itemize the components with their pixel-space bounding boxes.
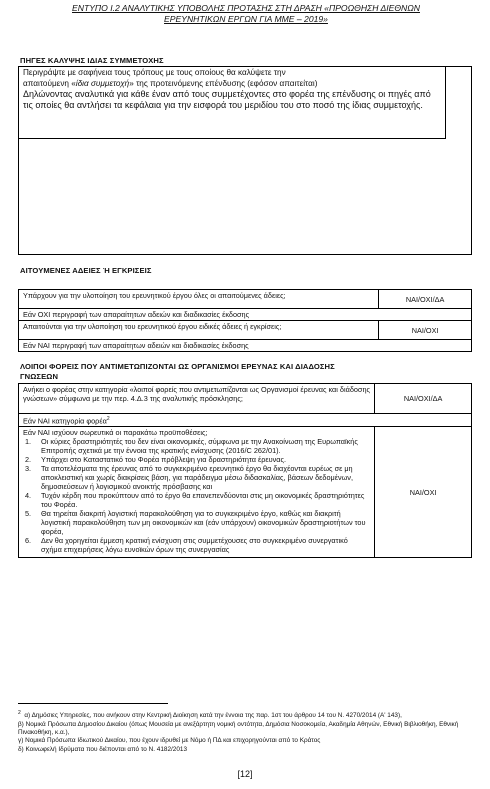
research-orgs-answer[interactable]: ΝΑΙ/ΟΧΙ/ΔΑ — [375, 384, 472, 414]
form-header — [18, 3, 474, 25]
footnote-d: δ) Κοινωφελή Ιδρύματα που διέπονται από το Ν. 4182/2013 — [18, 745, 187, 753]
permits-answer-1[interactable]: ΝΑΙ/ΟΧΙ/ΔΑ — [379, 290, 472, 309]
condition-item — [23, 491, 370, 509]
own-funding-line2 — [23, 79, 441, 90]
footnote-2 — [18, 709, 482, 754]
conditions-cell — [19, 427, 375, 558]
footnote-ref-2: 2 — [106, 416, 110, 422]
conditions-intro: Εάν ΝΑΙ ισχύουν σωρευτικά οι παρακάτω προϋποθέσεις; — [23, 428, 208, 438]
section-own-funding-title: ΠΗΓΕΣ ΚΑΛΥΨΗΣ ΙΔΙΑΣ ΣΥΜΜΕΤΟΧΗΣ — [20, 56, 164, 65]
footnote-a-text: α) Δημόσιες Υπηρεσίες, που ανήκουν στην Κεντρική Διοίκηση κατά την έννοια της παρ. 1στ του άρθρου 14 του Ν. 4270/2014 (Α' 143), — [24, 712, 402, 720]
section-permits-title: ΑΙΤΟΥΜΕΝΕΣ ΑΔΕΙΕΣ Ή ΕΓΚΡΙΣΕΙΣ — [20, 266, 152, 275]
own-funding-line1: Περιγράψτε με σαφήνεια τους τρόπους με τους οποίους θα καλύψετε την — [23, 68, 286, 77]
condition-text: Δεν θα χορηγείται έμμεση κρατική ενίσχυση στις συμμετέχουσες στο συγκεκριμένο συνεργατικό σχήμα επιχειρήσεις λόγω ευνοϊκών όρων της συνεργασίας — [41, 536, 348, 555]
table-row — [19, 384, 472, 414]
condition-number: 1. — [25, 437, 32, 447]
condition-text: Τυχόν κέρδη που προκύπτουν από το έργο θα επανεπενδύονται στις μη οικονομικές δραστηριότητες του Φορέα. — [41, 491, 365, 510]
permits-question-2: Απαιτούνται για την υλοποίηση του ερευνητικού έργου ειδικές άδειες ή εγκρίσεις; — [19, 321, 379, 340]
footnote-c: γ) Νομικά Πρόσωπα Ιδιωτικού Δικαίου, που έχουν ιδρυθεί με Νόμο ή ΠΔ και επιχορηγούνται από το Κράτος — [18, 737, 321, 745]
condition-number: 4. — [25, 491, 32, 501]
form-header-line2: ΕΡΕΥΝΗΤΙΚΩΝ ΕΡΓΩΝ ΓΙΑ ΜΜΕ – 2019» — [164, 14, 328, 24]
condition-number: 3. — [25, 464, 32, 474]
condition-item — [23, 536, 370, 554]
table-row — [19, 290, 472, 309]
condition-text: Θα τηρείται διακριτή λογιστική παρακολούθηση για το συγκεκριμένο έργο, καθώς και διακριτή λογιστική παρακολούθηση των μη οικονομικών και (εάν υπάρχουν) οικονομικών δραστηριοτήτων του φορέα, — [41, 509, 366, 537]
footnote-b: β) Νομικά Πρόσωπα Δημοσίου Δικαίου (όπως Μουσεία με ανεξάρτητη νομική οντότητα, Δημόσια Νοσοκομεία, Ακαδημία Αθηνών, Εθνική Βιβλιοθήκη, Εθνική Πινακοθήκη, κ.α.), — [18, 720, 459, 736]
permits-description-1[interactable]: Εάν ΟΧΙ περιγραφή των απαραίτητων αδειών και διαδικασίες έκδοσης — [19, 309, 472, 321]
permits-description-2[interactable]: Εάν ΝΑΙ περιγραφή των απαραίτητων αδειών και διαδικασίες έκδοσης — [19, 340, 472, 352]
own-funding-line2-emphasis: ίδια συμμετοχή — [75, 78, 130, 88]
condition-text: Υπάρχει στο Καταστατικό του Φορέα πρόβλεψη για δραστηριότητα έρευνας. — [41, 455, 287, 465]
own-funding-line2-post: » της προτεινόμενης επένδυσης (εφόσον απαιτείται) — [129, 78, 318, 88]
research-orgs-table — [18, 383, 472, 558]
section-research-orgs-title — [20, 362, 480, 382]
conditions-list — [23, 437, 370, 554]
research-orgs-category[interactable] — [19, 414, 472, 427]
table-row — [19, 309, 472, 321]
table-row — [19, 321, 472, 340]
permits-answer-2[interactable]: ΝΑΙ/ΟΧΙ — [379, 321, 472, 340]
footnote-marker: 2 — [18, 710, 21, 716]
table-row — [19, 414, 472, 427]
condition-text: Οι κύριες δραστηριότητές του δεν είναι οικονομικές, σύμφωνα με την Ανακοίνωση της Ευρωπαϊκής Επιτροπής σχετικά με την έννοια της κρατικής ενίσχυσης (2016/C 262/01). — [41, 437, 358, 456]
section-research-orgs-title-line2: ΓΝΩΣΕΩΝ — [20, 372, 59, 381]
own-funding-line2-pre: απαιτούμενη « — [23, 78, 76, 88]
table-row — [19, 340, 472, 352]
section-research-orgs-title-line1: ΛΟΙΠΟΙ ΦΟΡΕΙΣ ΠΟΥ ΑΝΤΙΜΕΤΩΠΙΖΟΝΤΑΙ ΩΣ ΟΡΓΑΝΙΣΜΟΙ ΕΡΕΥΝΑΣ ΚΑΙ ΔΙΑΔΟΣΗΣ — [20, 362, 335, 371]
own-funding-box[interactable] — [18, 66, 472, 255]
form-header-line1: ΕΝΤΥΠΟ Ι.2 ΑΝΑΛΥΤΙΚΗΣ ΥΠΟΒΟΛΗΣ ΠΡΟΤΑΣΗΣ ΣΤΗ ΔΡΑΣΗ «ΠΡΟΩΘΗΣΗ ΔΙΕΘΝΩΝ — [72, 3, 420, 13]
conditions-answer[interactable]: ΝΑΙ/ΟΧΙ — [375, 427, 472, 558]
research-orgs-question: Ανήκει ο φορέας στην κατηγορία «λοιποί φορείς που αντιμετωπίζονται ως Οργανισμοί έρευνας και διάδοσης γνώσεων» σύμφωνα με την περ. 4.Δ.3 της αναλυτικής πρόσκλησης; — [19, 384, 375, 414]
condition-number: 2. — [25, 455, 32, 465]
condition-text: Τα αποτελέσματα της έρευνας από το συγκεκριμένο ερευνητικό έργο θα διαχέονται ευρέως σε μη αποκλειστική και χωρίς διακρίσεις βάση, για παράδειγμα μέσω διδασκαλίας, βάσεων δεδομένων, δημοσιεύσεων ή λογισμικού ανοικτής πρόσβασης και — [41, 464, 353, 492]
page-number: [12] — [237, 769, 253, 779]
condition-item — [23, 509, 370, 536]
condition-number: 5. — [25, 509, 32, 519]
permits-question-1: Υπάρχουν για την υλοποίηση του ερευνητικού έργου όλες οι απαιτούμενες άδειες; — [19, 290, 379, 309]
permits-table — [18, 289, 472, 352]
condition-item — [23, 437, 370, 455]
condition-item — [23, 464, 370, 491]
own-funding-para2: Δηλώνοντας αναλυτικά για κάθε έναν από τους συμμετέχοντες στο φορέα της επένδυσης οι πηγές από τις οποίες θα αντλήσει τα κεφάλαια για την εισφορά του μεριδίου του στο ποσό της ίδιας συμμετοχής. — [23, 89, 431, 110]
condition-number: 6. — [25, 536, 32, 546]
own-funding-instructions — [19, 67, 446, 139]
footnote-separator — [18, 703, 168, 704]
research-orgs-category-label: Εάν ΝΑΙ κατηγορία φορέα — [23, 416, 107, 426]
table-row — [19, 427, 472, 558]
footnote-a — [18, 709, 482, 721]
condition-item — [23, 455, 370, 464]
